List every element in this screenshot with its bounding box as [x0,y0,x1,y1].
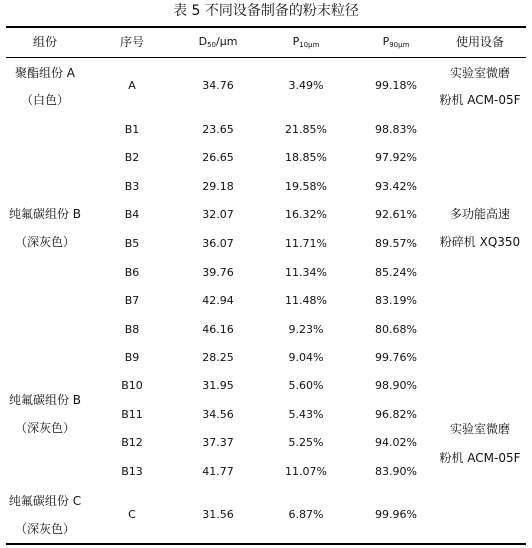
row-p10: 11.71% [285,237,327,250]
row-seq: B10 [121,379,143,392]
row-p10: 6.87% [288,508,324,521]
row-seq: B5 [124,237,140,250]
row-p10: 21.85% [285,123,327,136]
row-p10: 3.49% [288,79,324,92]
table-bottom-rule [6,543,526,545]
row-p10: 16.32% [285,208,327,221]
row-p10: 5.43% [288,408,324,421]
row-d50: 31.56 [202,508,234,521]
row-seq: A [128,79,136,92]
header-equipment: 使用设备 [455,35,505,49]
row-d50: 32.07 [202,208,234,221]
row-d50: 28.25 [202,351,234,364]
row-d50: 36.07 [202,237,234,250]
row-p90: 97.92% [375,151,417,164]
row-p10: 11.07% [285,465,327,478]
row-seq: B3 [124,180,140,193]
row-seq: B12 [121,436,143,449]
equipment-model: 粉机 ACM-05F [439,451,521,465]
group-label: 纯氟碳组份 B [8,207,82,221]
header-p10: P10μm [292,35,320,49]
table-caption: 表 5 不同设备制备的粉末粒径 [173,3,359,19]
row-seq: B13 [121,465,143,478]
group-color: （白色） [20,93,70,107]
equipment-model: 粉碎机 XQ350 [439,235,521,249]
equipment-name: 实验室微磨 [449,66,511,80]
header-d50: D50/μm [198,35,238,49]
group-color: （深灰色） [14,522,76,536]
row-d50: 42.94 [202,294,234,307]
row-p90: 80.68% [375,323,417,336]
row-d50: 31.95 [202,379,234,392]
row-p90: 83.90% [375,465,417,478]
row-p10: 5.25% [288,436,324,449]
table-top-rule [6,26,526,28]
row-p90: 89.57% [375,237,417,250]
header-p90: P90μm [382,35,410,49]
row-p10: 9.23% [288,323,324,336]
group-label: 聚酯组份 A [14,66,76,80]
row-d50: 23.65 [202,123,234,136]
row-d50: 46.16 [202,323,234,336]
row-p90: 83.19% [375,294,417,307]
row-p90: 99.96% [375,508,417,521]
row-d50: 37.37 [202,436,234,449]
row-d50: 41.77 [202,465,234,478]
row-p10: 19.58% [285,180,327,193]
row-p10: 11.34% [285,266,327,279]
equipment-name: 实验室微磨 [449,422,511,436]
row-d50: 26.65 [202,151,234,164]
row-d50: 39.76 [202,266,234,279]
row-seq: B1 [124,123,140,136]
equipment-model: 粉机 ACM-05F [439,93,521,107]
row-p10: 9.04% [288,351,324,364]
row-seq: B7 [124,294,140,307]
row-d50: 29.18 [202,180,234,193]
row-d50: 34.76 [202,79,234,92]
row-p90: 93.42% [375,180,417,193]
row-p90: 98.90% [375,379,417,392]
row-p90: 92.61% [375,208,417,221]
row-seq: C [128,508,136,521]
row-p90: 99.18% [375,79,417,92]
group-label: 纯氟碳组份 B [8,393,82,407]
row-p90: 98.83% [375,123,417,136]
row-p90: 85.24% [375,266,417,279]
row-p90: 99.76% [375,351,417,364]
row-p90: 94.02% [375,436,417,449]
header-seq: 序号 [119,35,145,49]
header-group: 组份 [32,35,58,49]
row-seq: B9 [124,351,140,364]
group-color: （深灰色） [14,421,76,435]
row-seq: B6 [124,266,140,279]
row-p10: 18.85% [285,151,327,164]
row-seq: B11 [121,408,143,421]
row-seq: B8 [124,323,140,336]
group-color: （深灰色） [14,235,76,249]
row-p10: 5.60% [288,379,324,392]
table-header-rule [6,57,526,58]
row-seq: B4 [124,208,140,221]
row-seq: B2 [124,151,140,164]
row-p90: 96.82% [375,408,417,421]
row-d50: 34.56 [202,408,234,421]
equipment-name: 多功能高速 [449,207,511,221]
row-p10: 11.48% [285,294,327,307]
group-label: 纯氟碳组份 C [8,494,82,508]
